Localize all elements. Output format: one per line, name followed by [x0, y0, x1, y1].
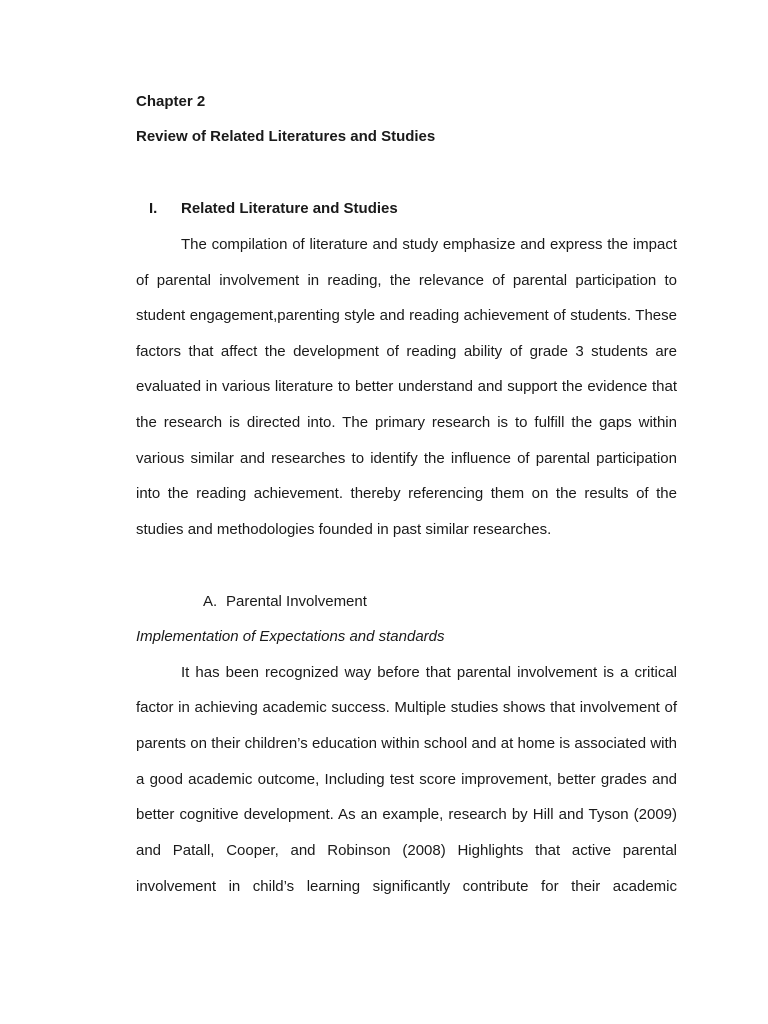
- paragraph-line: various similar and researches to identify the influence of parental participation: [136, 450, 677, 467]
- paragraph-line: a good academic outcome, Including test score improvement, better grades and: [136, 771, 677, 788]
- paragraph-line: factor in achieving academic success. Multiple studies shows that involvement of: [136, 699, 677, 716]
- paragraph-line: evaluated in various literature to better understand and support the evidence that: [136, 378, 677, 395]
- chapter-label: Chapter 2: [136, 93, 206, 110]
- subsection-heading: Parental Involvement: [226, 593, 367, 610]
- paragraph-line: and Patall, Cooper, and Robinson (2008) Highlights that active parental: [136, 842, 677, 859]
- paragraph-line: the research is directed into. The primary research is to fulfill the gaps within: [136, 414, 677, 431]
- paragraph-line: The compilation of literature and study emphasize and express the impact: [181, 236, 677, 253]
- section-numeral: I.: [149, 200, 158, 217]
- paragraph-line: It has been recognized way before that parental involvement is a critical: [181, 664, 677, 681]
- chapter-title: Review of Related Literatures and Studies: [136, 128, 436, 145]
- paragraph-line: better cognitive development. As an example, research by Hill and Tyson (2009): [136, 806, 677, 823]
- subsection-letter: A.: [203, 593, 218, 610]
- paragraph-line: into the reading achievement. thereby referencing them on the results of the: [136, 485, 677, 502]
- paragraph-line: involvement in child’s learning significantly contribute for their academic: [136, 878, 677, 895]
- paragraph-line: factors that affect the development of reading ability of grade 3 students are: [136, 343, 677, 360]
- paragraph-line: studies and methodologies founded in past similar researches.: [136, 521, 552, 538]
- paragraph-line: parents on their children’s education within school and at home is associated with: [136, 735, 677, 752]
- paragraph-line: of parental involvement in reading, the relevance of parental participation to: [136, 272, 677, 289]
- paragraph-line: student engagement,parenting style and reading achievement of students. These: [136, 307, 677, 324]
- subsection-subheading: Implementation of Expectations and standards: [136, 628, 445, 645]
- section-heading: Related Literature and Studies: [181, 200, 398, 217]
